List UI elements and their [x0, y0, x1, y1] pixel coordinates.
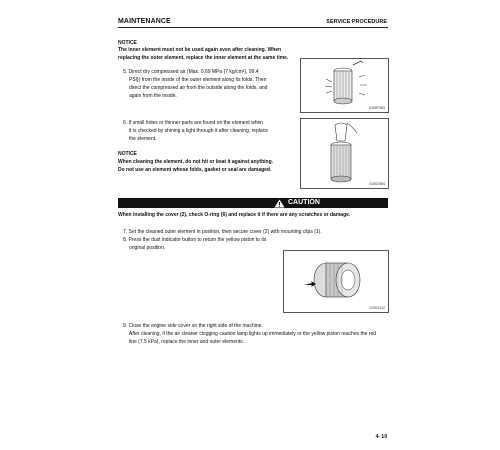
step-6-line: the element. — [129, 136, 157, 142]
step-9-line: After cleaning, if the air cleaner clogging caution lamp lights up immediately or the yellow piston reaches the red — [129, 331, 377, 337]
caution-text: When installing the cover (2), check O-ring (6) and replace it if there are any scratches or damage. — [118, 212, 351, 218]
figure-code: SJ002984 — [369, 182, 385, 186]
figure-light-inspection — [300, 118, 389, 189]
section-title: MAINTENANCE — [118, 18, 171, 25]
step-5-line: 5. Direct dry compressed air (Max. 0.69 MPa {7 kg/cm²}, 99.4 — [123, 69, 259, 75]
caution-label: CAUTION — [288, 199, 320, 206]
header-rule — [118, 27, 388, 28]
step-6-line: it is checked by shining a light through it after cleaning, replace — [129, 128, 268, 134]
dust-indicator-illustration — [284, 251, 388, 312]
step-9-line: line (7.5 kPa), replace the inner and outer elements. — [129, 339, 245, 345]
notice-line: The inner element must not be used again even after cleaning. When — [118, 47, 282, 53]
element-cleaning-illustration — [301, 59, 388, 112]
figure-code: SJ00F983 — [369, 106, 385, 110]
caution-banner — [118, 198, 388, 208]
step-8-line: 8. Press the dust indicator button to return the yellow piston to its — [123, 237, 267, 243]
step-6-line: 6. If small holes or thinner parts are found on the element when — [123, 120, 264, 126]
notice-title: NOTICE — [118, 151, 137, 157]
step-8-line: original position. — [129, 245, 166, 251]
subsection-title: SERVICE PROCEDURE — [326, 19, 387, 25]
figure-code: SJ002412 — [369, 306, 385, 310]
step-9-line: 9. Close the engine side cover on the right side of the machine. — [123, 323, 263, 329]
step-5-line: PSI}) from the inside of the outer element along its folds. Then — [129, 77, 267, 83]
step-7-line: 7. Set the cleaned outer element in position, then secure cover (2) with mounting clips (1). — [123, 229, 322, 235]
notice-title: NOTICE — [118, 40, 137, 46]
figure-dust-indicator — [283, 250, 389, 313]
notice-line: replacing the outer element, replace the inner element at the same time. — [118, 55, 289, 61]
element-inspection-illustration — [301, 119, 388, 188]
page-number: 4- 19 — [375, 434, 387, 440]
notice-line: Do not use an element whose folds, gasket or seal are damaged. — [118, 167, 272, 173]
notice-line: When cleaning the element, do not hit or beat it against anything. — [118, 159, 274, 165]
step-5-line: again from the inside. — [129, 93, 177, 99]
step-5-line: direct the compressed air from the outside along the folds, and — [129, 85, 268, 91]
warning-triangle-icon — [274, 199, 285, 208]
figure-compressed-air-cleaning — [300, 58, 389, 113]
